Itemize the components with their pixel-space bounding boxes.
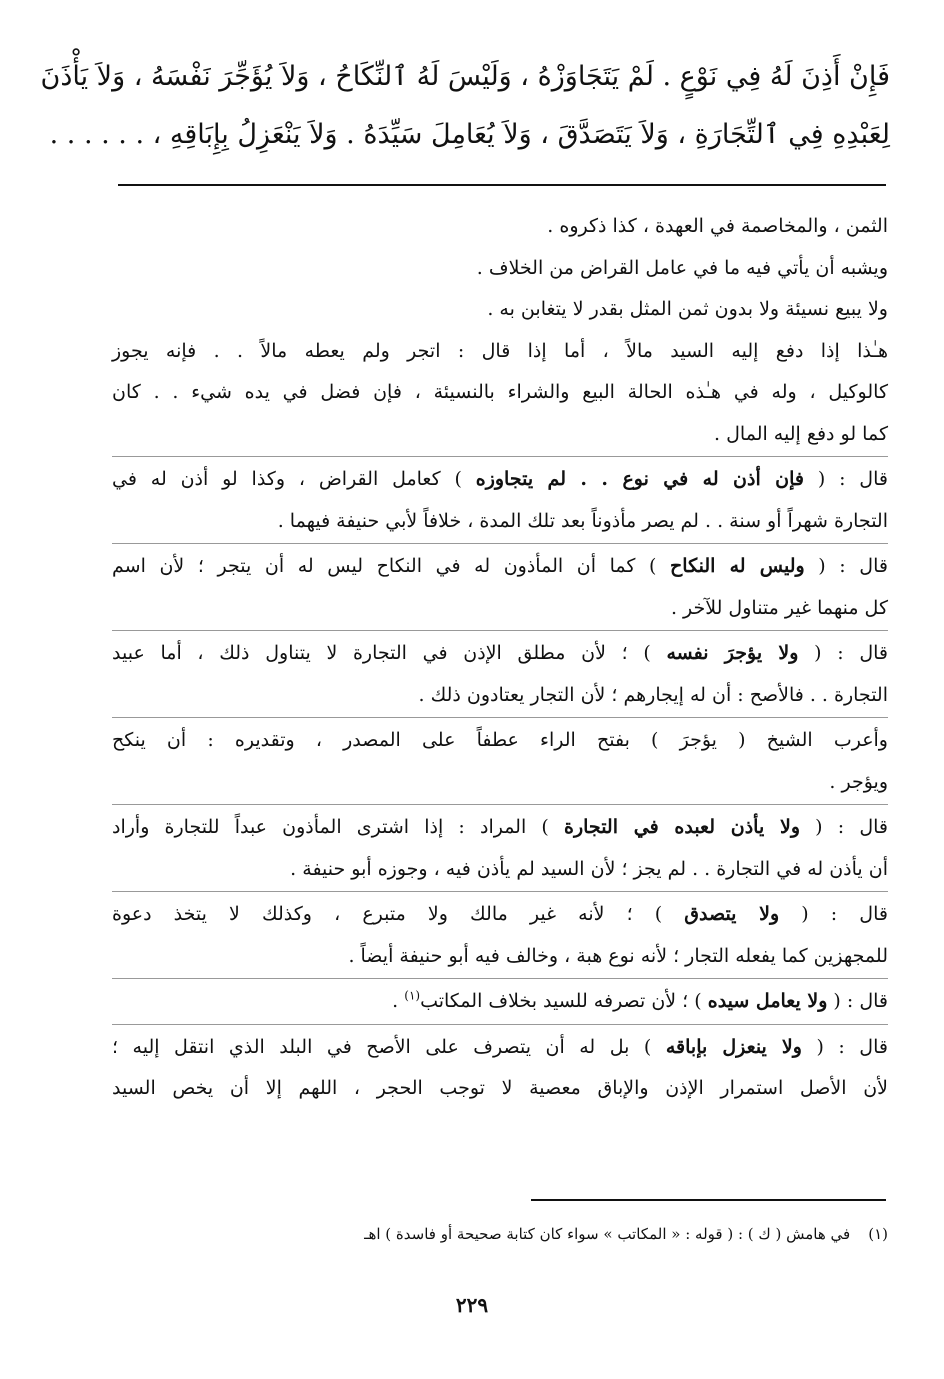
paragraph-separator <box>112 456 888 457</box>
paragraph-separator <box>112 543 888 544</box>
text-line: كما لو دفع إليه المال . <box>714 422 888 445</box>
text-line <box>112 546 888 588</box>
paragraph <box>112 546 888 629</box>
paragraph-separator <box>112 891 888 892</box>
qala-label: قال : ( <box>815 816 888 838</box>
footnote-divider <box>531 1199 886 1201</box>
commentary: ) ؛ لأنه غير مالك ولا متبرع ، وكذلك لا يتخذ دعوة <box>112 903 663 925</box>
qala-label: قال : ( <box>818 555 888 577</box>
text-line <box>112 807 888 849</box>
paragraph <box>112 633 888 716</box>
text-line <box>112 894 888 936</box>
paragraph <box>112 248 888 290</box>
qala-label: قال : ( <box>814 642 888 664</box>
text-line: ويشبه أن يأتي فيه ما في عامل القراض من الخلاف . <box>476 256 888 279</box>
paragraph <box>112 331 888 456</box>
qala-label: قال : ( <box>817 468 888 490</box>
paragraph <box>112 206 888 248</box>
paragraph <box>112 1027 888 1110</box>
quoted-matn: ولا يؤجرَ نفسه <box>666 642 799 664</box>
commentary: ) بل له أن يتصرف على الأصح في البلد الذي انتقل إليه ؛ <box>112 1035 652 1058</box>
text-line: أن يأذن له في التجارة . . لم يجز ؛ لأن السيد لم يأذن فيه ، وجوزه أبو حنيفة . <box>290 857 888 880</box>
footnote-text: في هامش ( ك ) : ( قوله : « المكاتب » سواء كان كتابة صحيحة أو فاسدة ) اهـ <box>364 1225 851 1243</box>
paragraph <box>112 807 888 890</box>
matn-line: لِعَبْدِهِ فِي ٱلتِّجَارَةِ ، وَلاَ يَتَصَدَّقَ ، وَلاَ يُعَامِلَ سَيِّدَهُ . وَلاَ يَنْعَزِلُ بِإِبَاقِهِ ، . . . . . . <box>49 119 890 150</box>
commentary: ) كعامل القراض ، وكذا لو أذن له في <box>112 468 462 490</box>
qala-label: قال : ( <box>816 1035 888 1058</box>
text-line <box>112 633 888 675</box>
text-line: ولا يبيع نسيئة ولا بدون ثمن المثل بقدر لا يتغابن به . <box>487 298 888 320</box>
quoted-matn: ولا يتصدق <box>684 903 780 925</box>
text-line: للمجهزين كما يفعله التجار ؛ لأنه نوع هبة ، وخالف فيه أبو حنيفة أيضاً . <box>348 944 888 967</box>
text-line: كل منهما غير متناول للآخر . <box>670 596 888 619</box>
text-line <box>112 1027 888 1069</box>
paragraph <box>112 981 888 1023</box>
text-line: الثمن ، والمخاصمة في العهدة ، كذا ذكروه . <box>547 215 888 237</box>
quoted-matn: وليس له النكاح <box>670 555 805 577</box>
matn-text <box>40 48 890 164</box>
commentary: ) المراد : إذا اشترى المأذون عبداً للتجارة وأراد <box>112 816 549 838</box>
text-line <box>112 459 888 501</box>
quoted-matn: ولا يأذن لعبده في التجارة <box>564 816 800 838</box>
text-line: كالوكيل ، وله في هـٰذه الحالة البيع والشراء بالنسيئة ، فإن فضل في يده شيء . . كان <box>112 381 888 403</box>
text-line: ويؤجر . <box>829 770 888 793</box>
quoted-matn: فإن أذن له في نوع . . لم يتجاوزه <box>475 468 804 490</box>
paragraph-separator <box>112 630 888 631</box>
paragraph <box>112 459 888 542</box>
quoted-matn: ولا يعامل سيده <box>707 990 828 1012</box>
period: . <box>392 990 399 1012</box>
paragraph-separator <box>112 717 888 718</box>
paragraph <box>112 894 888 977</box>
text-line: التجارة . . فالأصح : أن له إيجارهم ؛ لأن التجار يعتادون ذلك . <box>418 683 888 706</box>
commentary: ) ؛ لأن تصرفه للسيد بخلاف المكاتب <box>420 990 702 1012</box>
text-line: هـٰذا إذا دفع إليه السيد مالاً ، أما إذا قال : اتجر ولم يعطه مالاً . . فإنه يجوز <box>112 339 888 362</box>
text-line <box>112 981 888 1023</box>
paragraph <box>112 720 888 803</box>
quoted-matn: ولا ينعزل بإباقه <box>665 1035 802 1058</box>
commentary: ) كما أن المأذون له في النكاح ليس له أن يتجر ؛ لأن اسم <box>112 555 657 577</box>
footnote-number: (١) <box>868 1225 888 1243</box>
matn-line: فَإِنْ أَذِنَ لَهُ فِي نَوْعٍ . لَمْ يَتَجَاوَزْهُ ، وَلَيْسَ لَهُ ٱلنِّكَاحُ ، وَلاَ يُؤَجِّرَ نَفْسَهُ ، وَلاَ يَأْذَنَ <box>40 61 890 92</box>
text-line: وأعرب الشيخ ( يؤجرَ ) بفتح الراء عطفاً على المصدر ، وتقديره : أن ينكح <box>112 729 888 751</box>
paragraph <box>112 289 888 331</box>
paragraph-separator <box>112 1024 888 1025</box>
text-line: التجارة شهراً أو سنة . . لم يصر مأذوناً بعد تلك المدة ، خلافاً لأبي حنيفة فيهما . <box>277 509 888 532</box>
paragraph-separator <box>112 978 888 979</box>
page-number: ٢٢٩ <box>455 1293 489 1317</box>
sharh-text <box>112 206 888 1110</box>
matn-divider <box>118 184 886 186</box>
commentary: ) ؛ لأن مطلق الإذن في التجارة لا يتناول ذلك ، أما عبيد <box>112 642 651 664</box>
footnote <box>188 1222 888 1246</box>
text-line: لأن الأصل استمرار الإذن والإباق معصية لا توجب الحجر ، اللهم إلا أن يخص السيد <box>112 1077 888 1099</box>
qala-label: قال : ( <box>833 990 888 1012</box>
qala-label: قال : ( <box>801 903 888 925</box>
footnote-reference[interactable]: (١) <box>404 988 421 1003</box>
paragraph-separator <box>112 804 888 805</box>
